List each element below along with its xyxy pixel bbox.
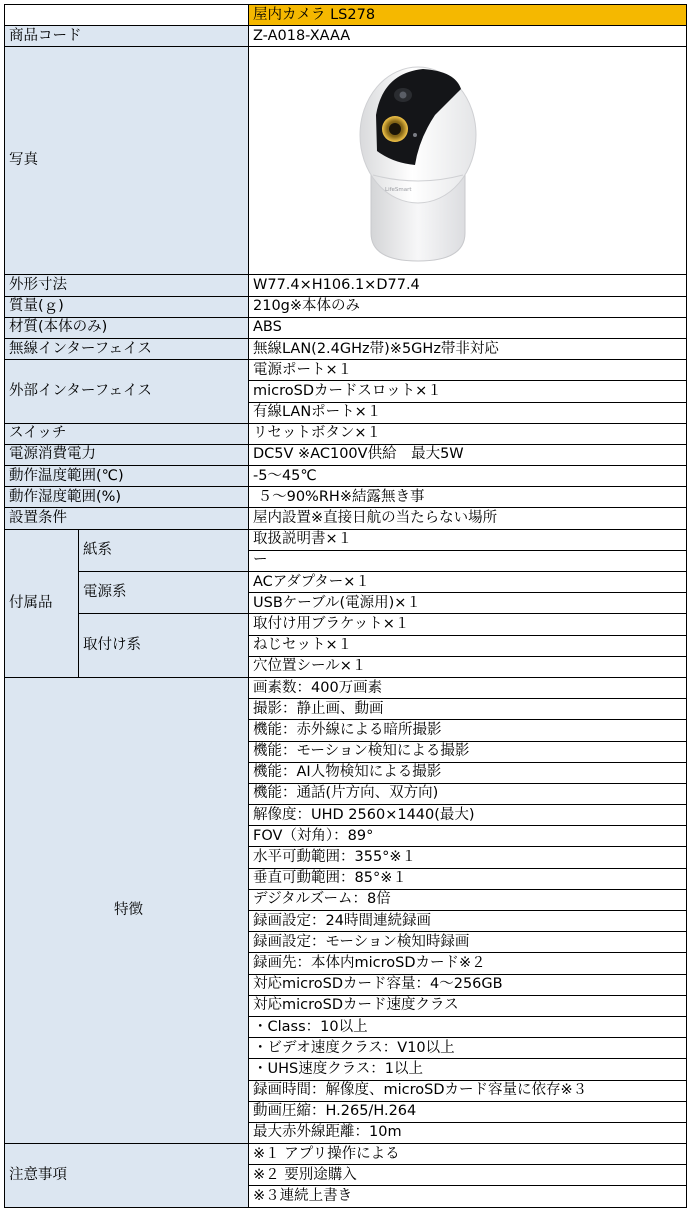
value-dimensions: W77.4×H106.1×D77.4 [249, 275, 687, 296]
header-blank-cell [5, 5, 249, 26]
value-feature-item: 機能：AI人物検知による撮影 [249, 762, 687, 783]
value-feature-item: 撮影：静止画、動画 [249, 699, 687, 720]
value-feature-item: ・UHS速度クラス：1以上 [249, 1059, 687, 1080]
value-install: 屋内設置※直接日航の当たらない場所 [249, 508, 687, 529]
value-feature-item: 最大赤外線距離：10m [249, 1122, 687, 1143]
label-external: 外部インターフェイス [5, 360, 249, 424]
value-external-item: 有線LANポート×１ [249, 402, 687, 423]
value-accessory-item: 取扱説明書×１ [249, 529, 687, 550]
row-accessories [5, 614, 687, 635]
value-humidity: ５～90%RH※結露無き事 [249, 487, 687, 508]
value-feature-item: FOV（対角）：89° [249, 826, 687, 847]
label-dimensions: 外形寸法 [5, 275, 249, 296]
value-feature-item: 対応microSDカード容量：4～256GB [249, 974, 687, 995]
spec-table [4, 4, 687, 1208]
value-accessory-item: 穴位置シール×１ [249, 656, 687, 677]
header-row [5, 5, 687, 26]
label-accessory-mount: 取付け系 [79, 614, 249, 678]
value-external-item: microSDカードスロット×１ [249, 381, 687, 402]
value-feature-item: 機能：赤外線による暗所撮影 [249, 720, 687, 741]
label-accessories: 付属品 [5, 529, 79, 677]
row-material [5, 317, 687, 338]
value-feature-item: 垂直可動範囲：85°※１ [249, 868, 687, 889]
value-material: ABS [249, 317, 687, 338]
row-notes [5, 1144, 687, 1165]
row-product-code [5, 26, 687, 47]
row-power [5, 444, 687, 465]
label-features: 特徴 [5, 677, 249, 1143]
value-feature-item: 録画設定：24時間連続録画 [249, 911, 687, 932]
label-humidity: 動作湿度範囲(%) [5, 487, 249, 508]
label-accessory-power: 電源系 [79, 572, 249, 614]
label-accessory-paper: 紙系 [79, 529, 249, 571]
value-feature-item: 録画先：本体内microSDカード※２ [249, 953, 687, 974]
value-temp: -5～45℃ [249, 466, 687, 487]
label-weight: 質量(ｇ) [5, 296, 249, 317]
value-product-code: Z-A018-XAAA [249, 26, 687, 47]
photo-cell [249, 47, 687, 275]
value-note-item: ※１ アプリ操作による [249, 1144, 687, 1165]
value-feature-item: ・ビデオ速度クラス：V10以上 [249, 1038, 687, 1059]
row-wireless [5, 338, 687, 359]
value-weight: 210g※本体のみ [249, 296, 687, 317]
row-external [5, 360, 687, 381]
product-name: 屋内カメラ LS278 [249, 5, 687, 26]
value-accessory-item: USBケーブル(電源用)×１ [249, 593, 687, 614]
value-accessory-item: 取付け用ブラケット×１ [249, 614, 687, 635]
value-power: DC5V ※AC100V供給 最大5W [249, 444, 687, 465]
camera-product-image [353, 55, 483, 265]
label-wireless: 無線インターフェイス [5, 338, 249, 359]
value-external-item: 電源ポート×１ [249, 360, 687, 381]
label-switch: スイッチ [5, 423, 249, 444]
value-accessory-item: ACアダプター×１ [249, 572, 687, 593]
value-wireless: 無線LAN(2.4GHz帯)※5GHz帯非対応 [249, 338, 687, 359]
value-feature-item: 機能：通話(片方向、双方向) [249, 783, 687, 804]
row-switch [5, 423, 687, 444]
label-power: 電源消費電力 [5, 444, 249, 465]
row-weight [5, 296, 687, 317]
value-feature-item: 録画時間：解像度、microSDカード容量に依存※３ [249, 1080, 687, 1101]
value-feature-item: 水平可動範囲：355°※１ [249, 847, 687, 868]
value-feature-item: ・Class：10以上 [249, 1016, 687, 1037]
value-feature-item: 画素数：400万画素 [249, 677, 687, 698]
value-feature-item: デジタルズーム：8倍 [249, 889, 687, 910]
row-photo [5, 47, 687, 275]
row-accessories [5, 572, 687, 593]
row-install [5, 508, 687, 529]
row-dimensions [5, 275, 687, 296]
label-photo: 写真 [5, 47, 249, 275]
value-feature-item: 解像度：UHD 2560×1440(最大) [249, 805, 687, 826]
row-features [5, 677, 687, 698]
label-notes: 注意事項 [5, 1144, 249, 1208]
value-note-item: ※３連続上書き [249, 1186, 687, 1207]
value-feature-item: 対応microSDカード速度クラス [249, 995, 687, 1016]
row-accessories [5, 529, 687, 550]
value-accessory-item: ねじセット×１ [249, 635, 687, 656]
value-feature-item: 録画設定：モーション検知時録画 [249, 932, 687, 953]
camera-brand-mark: LifeSmart [385, 187, 412, 194]
row-temp [5, 466, 687, 487]
label-product-code: 商品コード [5, 26, 249, 47]
value-switch: リセットボタン×１ [249, 423, 687, 444]
value-accessory-item: ー [249, 550, 687, 571]
value-note-item: ※２ 要別途購入 [249, 1165, 687, 1186]
label-material: 材質(本体のみ) [5, 317, 249, 338]
label-temp: 動作温度範囲(℃) [5, 466, 249, 487]
row-humidity [5, 487, 687, 508]
value-feature-item: 動画圧縮：H.265/H.264 [249, 1101, 687, 1122]
value-feature-item: 機能：モーション検知による撮影 [249, 741, 687, 762]
label-install: 設置条件 [5, 508, 249, 529]
